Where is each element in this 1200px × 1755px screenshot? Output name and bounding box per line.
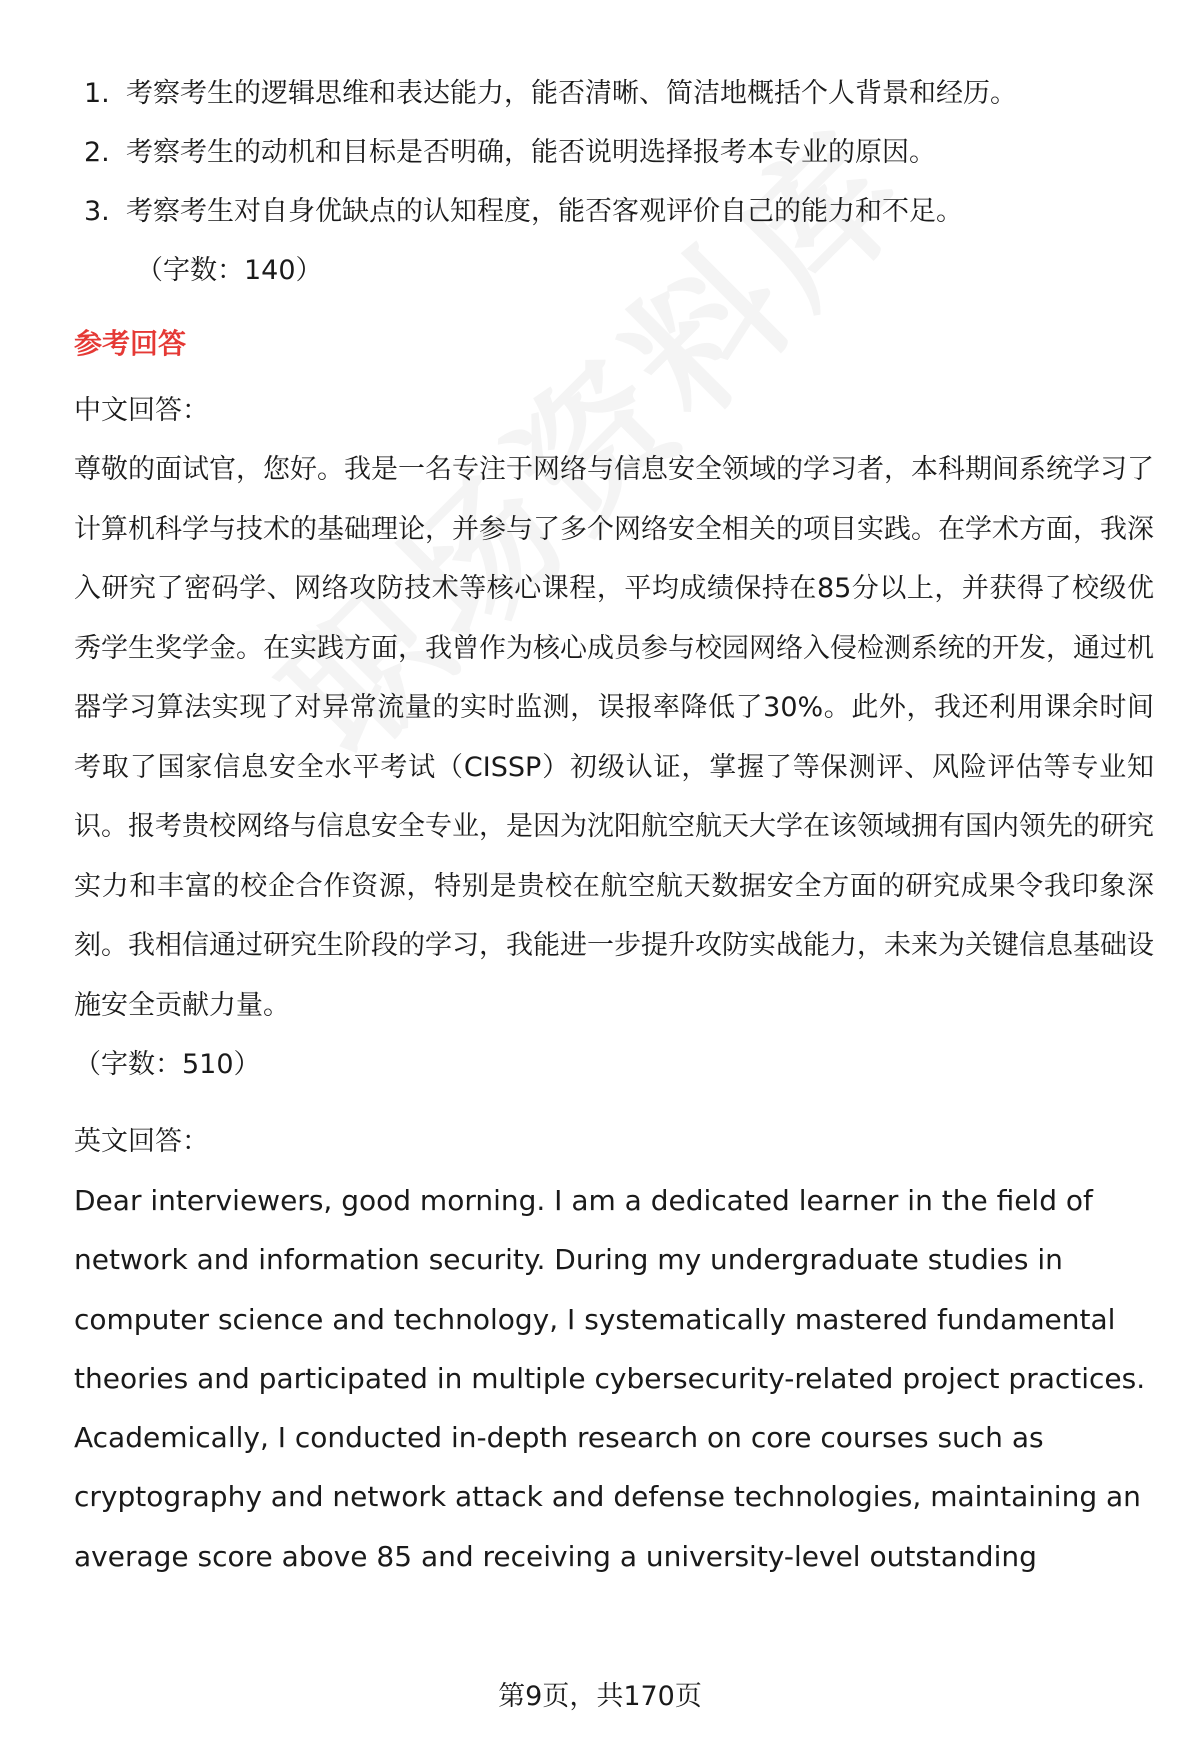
english-answer-body: Dear interviewers, good morning. I am a dedicated learner in the field of network and information security. During my undergraduate studies in computer science and technology, I systematically mastered fundamental theories and participated in multiple cybersecurity-related project practices. Academically, I conducted in-depth research on core courses such as cryptography and network attack and defense technologies, maintaining an average score above 85 and receiving a university-level outstanding bbox=[74, 1184, 1146, 1573]
list-item bbox=[74, 123, 1154, 182]
page-content bbox=[74, 64, 1154, 1586]
list-item-text: 考察考生的逻辑思维和表达能力，能否清晰、简洁地概括个人背景和经历。 bbox=[126, 78, 1017, 109]
page-number-footer: 第9页，共170页 bbox=[498, 1681, 702, 1712]
chinese-word-count: （字数：510） bbox=[74, 1049, 261, 1080]
evaluation-criteria-list bbox=[74, 64, 1154, 241]
chinese-answer-body: 尊敬的面试官，您好。我是一名专注于网络与信息安全领域的学习者，本科期间系统学习了计算机科学与技术的基础理论，并参与了多个网络安全相关的项目实践。在学术方面，我深入研究了密码学、网络攻防技术等核心课程，平均成绩保持在85分以上，并获得了校级优秀学生奖学金。在实践方面，我曾作为核心成员参与校园网络入侵检测系统的开发，通过机器学习算法实现了对异常流量的实时监测，误报率降低了30%。此外，我还利用课余时间考取了国家信息安全水平考试（CISSP）初级认证，掌握了等保测评、风险评估等专业知识。报考贵校网络与信息安全专业，是因为沈阳航空航天大学在该领域拥有国内领先的研究实力和丰富的校企合作资源，特别是贵校在航空航天数据安全方面的研究成果令我印象深刻。我相信通过研究生阶段的学习，我能进一步提升攻防实战能力，未来为关键信息基础设施安全贡献力量。 bbox=[74, 454, 1154, 1021]
list-item-number: 1. bbox=[84, 78, 110, 109]
list-item bbox=[74, 182, 1154, 241]
criteria-word-count: （字数：140） bbox=[136, 255, 323, 286]
list-item-text: 考察考生对自身优缺点的认知程度，能否客观评价自己的能力和不足。 bbox=[126, 196, 963, 227]
list-item-text: 考察考生的动机和目标是否明确，能否说明选择报考本专业的原因。 bbox=[126, 137, 936, 168]
chinese-answer-heading: 中文回答： bbox=[74, 395, 209, 426]
section-title: 参考回答 bbox=[74, 327, 187, 360]
list-item-number: 2. bbox=[84, 137, 110, 168]
list-item-number: 3. bbox=[84, 196, 110, 227]
list-item bbox=[74, 64, 1154, 123]
english-answer-heading: 英文回答： bbox=[74, 1126, 209, 1157]
